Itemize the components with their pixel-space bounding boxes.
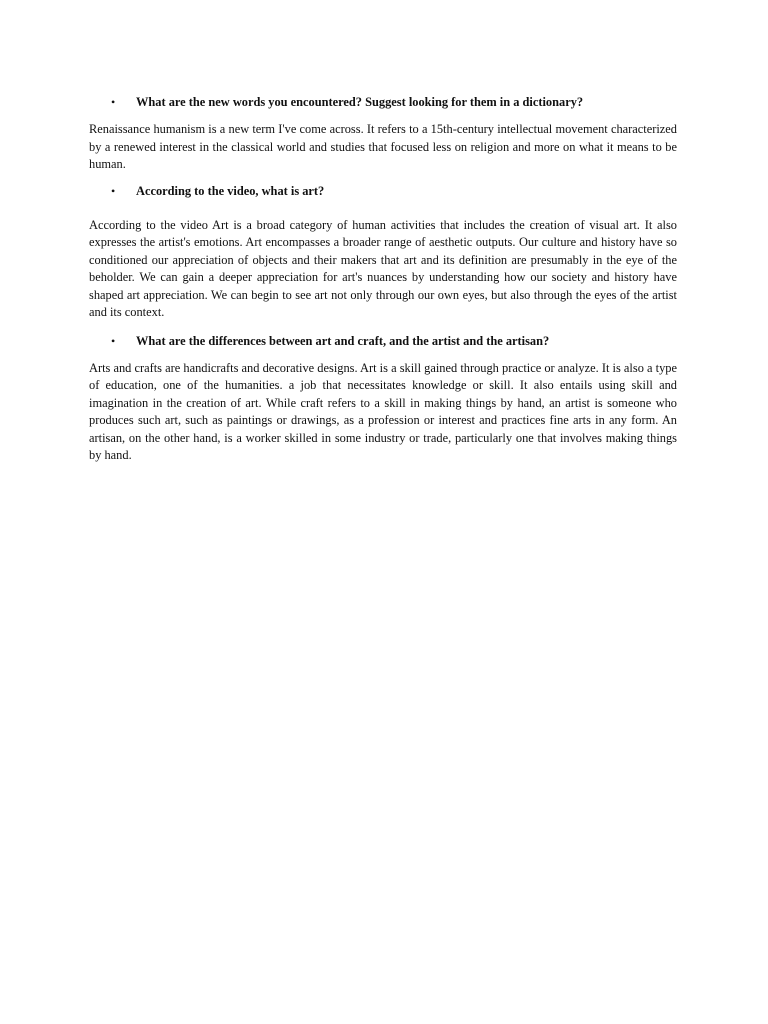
- answer-1: Renaissance humanism is a new term I've come across. It refers to a 15th-century intellectual movement characterized by a renewed interest in the classical world and studies that focused less on religion and more on what it means to be human.: [89, 122, 677, 171]
- question-2: [89, 183, 677, 199]
- answer-3: Arts and crafts are handicrafts and decorative designs. Art is a skill gained through practice or analyze. It is also a type of education, one of the humanities. a job that necessitates knowledge or skill. It also entails using skill and imagination in the creation of art. While craft refers to a skill in making things by hand, an artist is someone who produces such art, such as paintings or drawings, as a profession or interest and practices fine arts in any form. An artisan, on the other hand, is a worker skilled in some industry or trade, particularly one that involves making things by hand.: [89, 360, 677, 462]
- bullet-icon: •: [111, 95, 116, 109]
- bullet-icon: •: [111, 183, 116, 198]
- answer-2: According to the video Art is a broad category of human activities that includes the creation of visual art. It also expresses the artist's emotions. Art encompasses a broader range of aesthetic outputs. Our culture and history have so conditioned our appreciation of objects and their makers that art and its definition are presumably in the eye of the beholder. We can gain a deeper appreciation for art's nuances by understanding how our society and history have shaped art appreciation. We can begin to see art not only through our own eyes, but also through the eyes of the artist and its context.: [89, 217, 677, 319]
- question-1: [89, 94, 677, 110]
- question-3-text: What are the differences between art and craft, and the artist and the artisan?: [136, 333, 550, 348]
- document-content: [89, 94, 677, 465]
- question-2-text: According to the video, what is art?: [136, 183, 325, 198]
- bullet-icon: •: [111, 333, 116, 348]
- question-3: [89, 333, 677, 349]
- question-1-text: What are the new words you encountered? Suggest looking for them in a dictionary?: [136, 95, 584, 109]
